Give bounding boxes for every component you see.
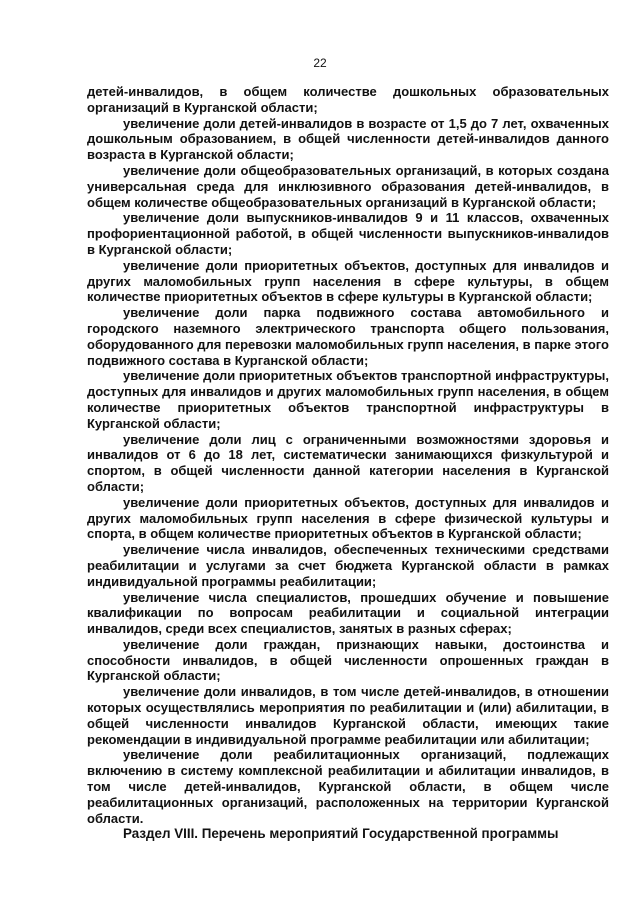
document-body [87,84,609,842]
paragraph-transport-infrastructure: увеличение доли приоритетных объектов транспортной инфраструктуры, доступных для инвалидов и других маломобильных групп населения, в общем количестве приоритетных объектов транспортной инфраструктуры в Курганской области; [87,368,609,431]
paragraph-career-guidance: увеличение доли выпускников-инвалидов 9 и 11 классов, охваченных профориентационной работой, в общей численности выпускников-инвалидов в Курганской области; [87,210,609,257]
paragraph-rehab-equipment: увеличение числа инвалидов, обеспеченных техническими средствами реабилитации и услугами за счет бюджета Курганской области в рамках индивидуальной программы реабилитации; [87,542,609,589]
paragraph-rehab-measures: увеличение доли инвалидов, в том числе детей-инвалидов, в отношении которых осуществлялись мероприятия по реабилитации и (или) абилитации, в общей численности инвалидов Курганской области, имеющих такие рекомендации в индивидуальной программе реабилитации или абилитации; [87,684,609,747]
paragraph-public-attitudes: увеличение доли граждан, признающих навыки, достоинства и способности инвалидов, в общей численности опрошенных граждан в Курганской области; [87,636,609,684]
paragraph-continuation: детей-инвалидов, в общем количестве дошкольных образовательных организаций в Курганской области; [87,84,609,115]
paragraph-sports-participation: увеличение доли лиц с ограниченными возможностями здоровья и инвалидов от 6 до 18 лет, систематически занимающихся физкультурой и спортом, в общей численности данной категории населения в Курганской области; [87,431,609,494]
paragraph-inclusive-schools: увеличение доли общеобразовательных организаций, в которых создана универсальная среда для инклюзивного образования детей-инвалидов, в общем количестве общеобразовательных организаций в Курганской области; [87,162,609,210]
page-number: 22 [313,56,327,70]
paragraph-specialist-training: увеличение числа специалистов, прошедших обучение и повышение квалификации по вопросам реабилитации и социальной интеграции инвалидов, среди всех специалистов, занятых в разных сферах; [87,589,609,637]
paragraph-sports-objects: увеличение доли приоритетных объектов, доступных для инвалидов и других маломобильных групп населения в сфере физической культуры и спорта, в общем количестве приоритетных объектов в Курганской области; [87,494,609,542]
paragraph-rehab-organizations: увеличение доли реабилитационных организаций, подлежащих включению в систему комплексной реабилитации и абилитации инвалидов, в том числе детей-инвалидов, Курганской области, в общем числе реабилитационных организаций, расположенных на территории Курганской области. [87,747,609,826]
section-heading: Раздел VIII. Перечень мероприятий Государственной программы [123,826,559,842]
paragraph-preschool-coverage: увеличение доли детей-инвалидов в возрасте от 1,5 до 7 лет, охваченных дошкольным образованием, в общей численности детей-инвалидов данного возраста в Курганской области; [87,115,609,163]
paragraph-transport-fleet: увеличение доли парка подвижного состава автомобильного и городского наземного электрического транспорта общего пользования, оборудованного для перевозки маломобильных групп населения, в парке этого подвижного состава в Курганской области; [87,305,609,368]
paragraph-culture-objects: увеличение доли приоритетных объектов, доступных для инвалидов и других маломобильных групп населения в сфере культуры, в общем количестве приоритетных объектов в сфере культуры в Курганской области; [87,257,609,305]
